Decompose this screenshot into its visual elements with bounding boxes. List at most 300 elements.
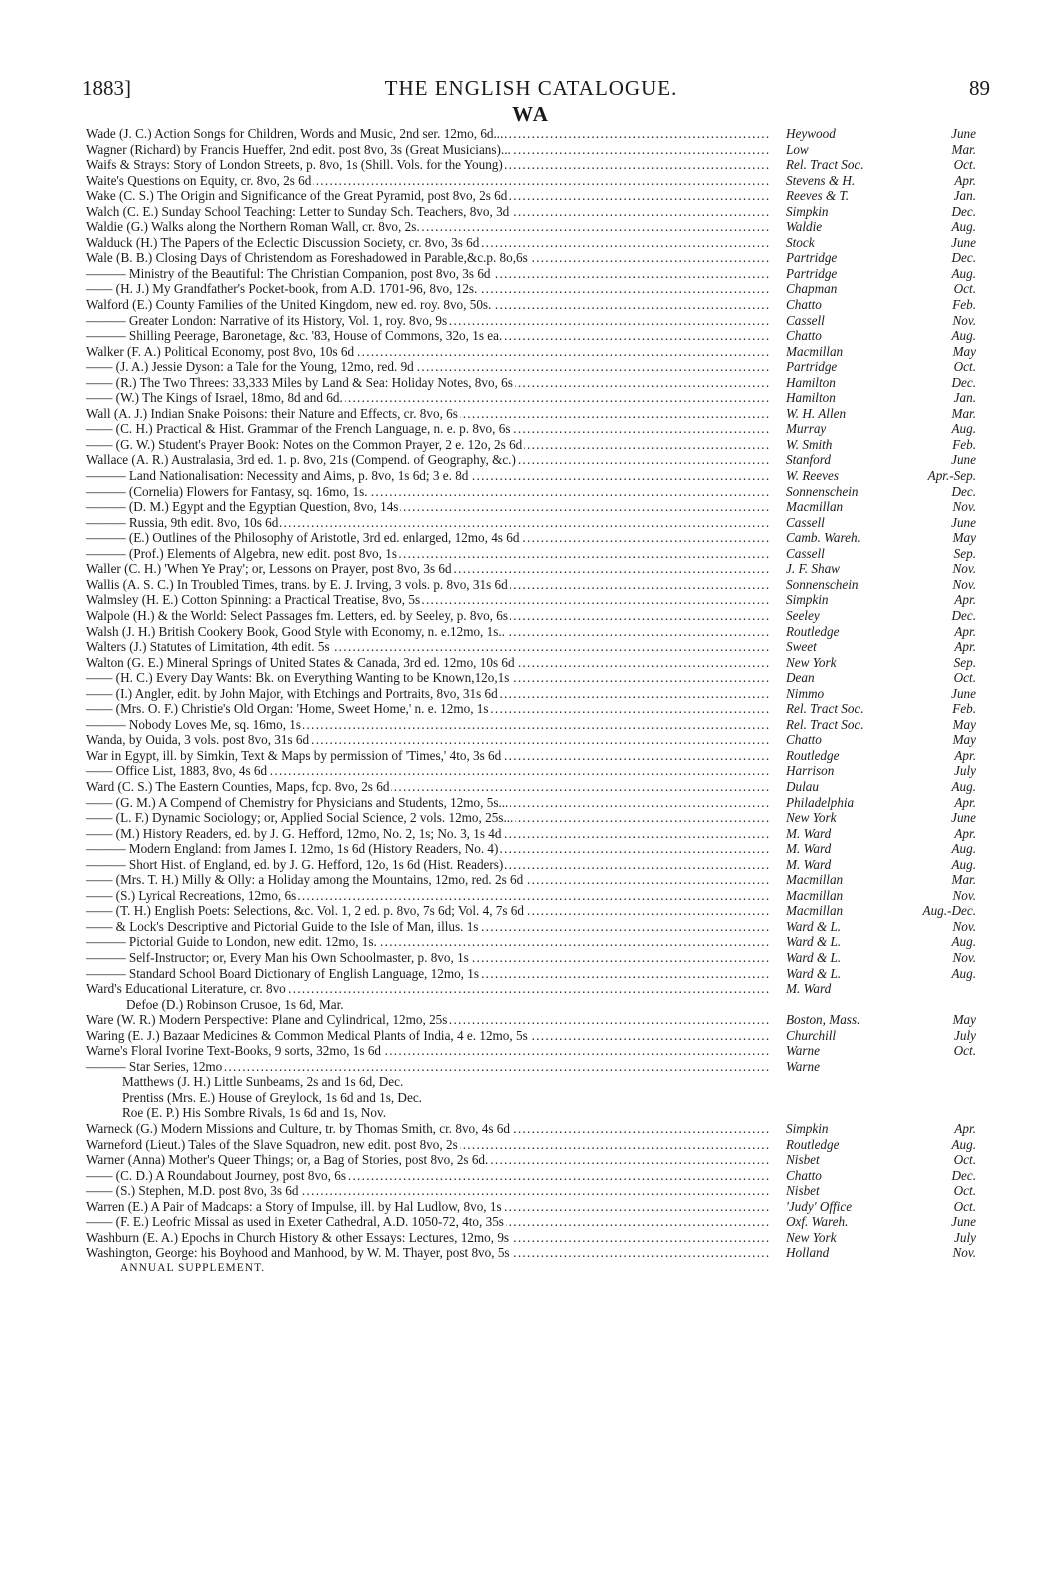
entry-month: July: [954, 763, 976, 779]
entry-text: Defoe (D.) Robinson Crusoe, 1s 6d, Mar.: [126, 996, 344, 1012]
entry-month: Nov.: [952, 887, 976, 903]
entry-month: June: [951, 685, 976, 701]
entry-month: Feb.: [952, 701, 976, 717]
entry-title: [86, 499, 780, 515]
entry-title: [86, 888, 780, 904]
catalogue-entry: [86, 375, 976, 391]
catalogue-entry: [86, 639, 976, 655]
entry-text: Warner (Anna) Mother's Queer Things; or, a Bag of Stories, post 8vo, 2s 6d.: [86, 1152, 489, 1168]
entry-title: [86, 561, 780, 577]
entry-publisher-date: [780, 484, 976, 500]
entry-title: [86, 1183, 780, 1199]
entry-publisher: Boston, Mass.: [786, 1012, 861, 1028]
entry-text: —— (W.) The Kings of Israel, 18mo, 8d and 6d.: [86, 390, 343, 406]
entry-text: Walters (J.) Statutes of Limitation, 4th edit. 5s: [86, 639, 330, 655]
entry-title: [86, 686, 780, 702]
catalogue-entry: [86, 826, 976, 842]
entry-publisher: Partridge: [786, 250, 838, 266]
entry-text: —— (Mrs. T. H.) Milly & Olly: a Holiday among the Mountains, 12mo, red. 2s 6d: [86, 872, 524, 888]
entry-publisher-date: [780, 499, 976, 515]
entry-publisher: Nisbet: [786, 1183, 820, 1199]
entry-title: [86, 655, 780, 671]
entry-publisher: Seeley: [786, 607, 820, 623]
entry-title: [86, 1168, 780, 1184]
entry-publisher-date: [780, 1183, 976, 1199]
entry-title: [86, 810, 780, 826]
entry-publisher: Rel. Tract Soc.: [786, 701, 864, 717]
page-header: [82, 74, 990, 104]
entry-title: [86, 841, 780, 857]
entry-month: Nov.: [952, 949, 976, 965]
entry-publisher: Hamilton: [786, 390, 836, 406]
entry-publisher: Ward & L.: [786, 934, 842, 950]
entry-publisher-date: [780, 1168, 976, 1184]
entry-text: Matthews (J. H.) Little Sunbeams, 2s and 1s 6d, Dec.: [122, 1074, 404, 1090]
entry-publisher: Macmillan: [786, 499, 844, 515]
catalogue-entry: [86, 1028, 976, 1044]
entry-month: Aug.-Dec.: [922, 903, 976, 919]
entry-month: Oct.: [953, 1198, 976, 1214]
entry-publisher-date: [780, 375, 976, 391]
catalogue-entry: [86, 841, 976, 857]
catalogue-entry: [86, 484, 976, 500]
entry-text: ——— (D. M.) Egypt and the Egyptian Question, 8vo, 14s: [86, 499, 399, 515]
entry-publisher: New York: [786, 1229, 837, 1245]
entry-text: Wall (A. J.) Indian Snake Poisons: their Nature and Effects, cr. 8vo, 6s: [86, 405, 458, 421]
catalogue-entry: [86, 655, 976, 671]
catalogue-entry: [86, 779, 976, 795]
entry-month: Nov.: [952, 499, 976, 515]
entry-publisher-date: [780, 281, 976, 297]
entry-month: Apr.: [954, 592, 976, 608]
entry-title: [86, 281, 780, 297]
entry-publisher-date: [780, 173, 976, 189]
entry-publisher: Hamilton: [786, 374, 836, 390]
entry-month: May: [952, 1012, 976, 1028]
entry-publisher: Chatto: [786, 328, 822, 344]
entry-publisher: Holland: [786, 1245, 830, 1261]
entry-publisher: Cassell: [786, 312, 825, 328]
entry-title: [86, 670, 780, 686]
entry-text: —— (J. A.) Jessie Dyson: a Tale for the Young, 12mo, red. 9d: [86, 359, 414, 375]
entry-publisher-date: [780, 390, 976, 406]
entry-title: [86, 204, 780, 220]
entry-text: Washington, George: his Boyhood and Manhood, by W. M. Thayer, post 8vo, 5s: [86, 1245, 510, 1261]
entry-publisher: 'Judy' Office: [786, 1198, 853, 1214]
header-page-number: 89: [969, 76, 990, 100]
entry-month: Nov.: [952, 576, 976, 592]
entry-text: Warneford (Lieut.) Tales of the Slave Squadron, new edit. post 8vo, 2s: [86, 1136, 458, 1152]
catalogue-entry: [86, 1105, 976, 1121]
catalogue-entry: [86, 328, 976, 344]
entry-publisher-date: [780, 1012, 976, 1028]
entry-text: Walton (G. E.) Mineral Springs of United States & Canada, 3rd ed. 12mo, 10s 6d: [86, 654, 515, 670]
entry-publisher: M. Ward: [786, 856, 832, 872]
footer-note: ANNUAL SUPPLEMENT.: [120, 1261, 266, 1274]
entry-title: [86, 390, 780, 406]
entry-month: Feb.: [952, 297, 976, 313]
entry-publisher: Chatto: [786, 732, 822, 748]
entry-publisher-date: [780, 670, 976, 686]
entry-text: ——— (Cornelia) Flowers for Fantasy, sq. 16mo, 1s.: [86, 483, 368, 499]
entry-publisher-date: [780, 857, 976, 873]
entry-title: [86, 1230, 780, 1246]
entry-publisher: Warne: [786, 1058, 820, 1074]
entry-publisher-date: [780, 188, 976, 204]
entry-title: [86, 577, 780, 593]
entry-month: Sep.: [953, 654, 976, 670]
entry-month: Aug.: [951, 421, 976, 437]
catalogue-entry: [86, 763, 976, 779]
entry-month: June: [951, 514, 976, 530]
entry-month: Dec.: [951, 203, 976, 219]
entry-publisher: Waldie: [786, 219, 823, 235]
entry-title: [86, 1028, 780, 1044]
entry-month: Mar.: [951, 872, 976, 888]
entry-publisher: W. H. Allen: [786, 405, 847, 421]
entry-month: Jan.: [953, 188, 976, 204]
entry-title: [86, 359, 780, 375]
entry-title: [86, 468, 780, 484]
catalogue-entry: [86, 1121, 976, 1137]
entry-publisher-date: [780, 328, 976, 344]
entry-publisher: Oxf. Wareh.: [786, 1214, 849, 1230]
entry-text: Ward (C. S.) The Eastern Counties, Maps, fcp. 8vo, 2s 6d: [86, 778, 390, 794]
entry-publisher: Simpkin: [786, 203, 829, 219]
entry-month: Feb.: [952, 436, 976, 452]
entry-text: Wagner (Richard) by Francis Hueffer, 2nd edit. post 8vo, 3s (Great Musicians)...: [86, 141, 511, 157]
entry-publisher: W. Reeves: [786, 468, 839, 484]
entry-text: Walmsley (H. E.) Cotton Spinning: a Practical Treatise, 8vo, 5s: [86, 592, 421, 608]
entry-publisher-date: [780, 810, 976, 826]
entry-publisher-date: [780, 437, 976, 453]
entry-publisher: Rel. Tract Soc.: [786, 157, 864, 173]
entry-publisher-date: [780, 1121, 976, 1137]
entry-text: Warren (E.) A Pair of Madcaps: a Story of Impulse, ill. by Hal Ludlow, 8vo, 1s: [86, 1198, 502, 1214]
entry-publisher: Camb. Wareh.: [786, 530, 861, 546]
entry-publisher-date: [780, 406, 976, 422]
entry-publisher: Cassell: [786, 545, 825, 561]
entry-publisher-date: [780, 142, 976, 158]
entry-month: Aug.: [951, 219, 976, 235]
catalogue-entry: [86, 142, 976, 158]
entry-publisher: Macmillan: [786, 343, 844, 359]
entry-month: Nov.: [952, 1245, 976, 1261]
entry-text: Ware (W. R.) Modern Perspective: Plane and Cylindrical, 12mo, 25s: [86, 1012, 448, 1028]
catalogue-entry: [86, 1214, 976, 1230]
entry-title: [86, 1105, 976, 1121]
entry-title: [86, 437, 780, 453]
entry-month: May: [952, 530, 976, 546]
entry-publisher: Simpkin: [786, 592, 829, 608]
entry-month: Sep.: [953, 545, 976, 561]
entry-title: [86, 1074, 976, 1090]
entry-text: Walker (F. A.) Political Economy, post 8vo, 10s 6d: [86, 343, 355, 359]
catalogue-entry: [86, 997, 976, 1013]
entry-text: —— (S.) Lyrical Recreations, 12mo, 6s: [86, 887, 297, 903]
entry-text: Walford (E.) County Families of the United Kingdom, new ed. roy. 8vo, 50s.: [86, 297, 492, 313]
entry-text: Walsh (J. H.) British Cookery Book, Good Style with Economy, n. e.12mo, 1s..: [86, 623, 505, 639]
catalogue-entry: [86, 872, 976, 888]
entry-text: —— (H. J.) My Grandfather's Pocket-book, from A.D. 1701-96, 8vo, 12s.: [86, 281, 478, 297]
entry-publisher-date: [780, 592, 976, 608]
entry-month: Aug.: [951, 265, 976, 281]
catalogue-entry: [86, 1152, 976, 1168]
entry-month: Apr.: [954, 747, 976, 763]
entry-month: Dec.: [951, 374, 976, 390]
entry-title: [86, 779, 780, 795]
entry-publisher-date: [780, 468, 976, 484]
entry-publisher-date: [780, 157, 976, 173]
entry-title: [86, 546, 780, 562]
entry-publisher: Routledge: [786, 1136, 840, 1152]
entry-publisher-date: [780, 452, 976, 468]
entry-month: Dec.: [951, 607, 976, 623]
entry-text: —— (R.) The Two Threes: 33,333 Miles by Land & Sea: Holiday Notes, 8vo, 6s: [86, 374, 513, 390]
entry-publisher: Warne: [786, 1043, 820, 1059]
entry-month: Dec.: [951, 1167, 976, 1183]
entry-text: —— (G. M.) A Compend of Chemistry for Physicians and Students, 12mo, 5s...: [86, 794, 509, 810]
entry-publisher-date: [780, 546, 976, 562]
entry-publisher-date: [780, 1214, 976, 1230]
entry-publisher: Harrison: [786, 763, 835, 779]
entry-publisher-date: [780, 795, 976, 811]
entry-title: [86, 452, 780, 468]
catalogue-entry: [86, 297, 976, 313]
entry-month: Nov.: [952, 561, 976, 577]
catalogue-page: [82, 74, 990, 1274]
entry-publisher-date: [780, 748, 976, 764]
entry-publisher-date: [780, 1137, 976, 1153]
catalogue-entry: [86, 1012, 976, 1028]
entry-title: [86, 1012, 780, 1028]
entry-text: ——— Shilling Peerage, Baronetage, &c. '83, House of Commons, 32o, 1s ea.: [86, 328, 503, 344]
entry-month: Aug.: [951, 328, 976, 344]
catalogue-entry: [86, 1230, 976, 1246]
entry-publisher-date: [780, 981, 976, 997]
entry-publisher-date: [780, 515, 976, 531]
entry-publisher: M. Ward: [786, 841, 832, 857]
entry-publisher-date: [780, 313, 976, 329]
entry-title: [86, 219, 780, 235]
entry-title: [86, 1214, 780, 1230]
entry-publisher-date: [780, 934, 976, 950]
entry-text: ——— Ministry of the Beautiful: The Christian Companion, post 8vo, 3s 6d: [86, 265, 491, 281]
entry-publisher-date: [780, 1152, 976, 1168]
catalogue-entry: [86, 204, 976, 220]
entry-month: Jan.: [953, 390, 976, 406]
entry-title: [86, 484, 780, 500]
entry-month: Apr.-Sep.: [927, 468, 976, 484]
catalogue-entry: [86, 903, 976, 919]
entry-title: [86, 406, 780, 422]
entry-month: Aug.: [951, 934, 976, 950]
entry-publisher-date: [780, 903, 976, 919]
catalogue-entry: [86, 1183, 976, 1199]
entry-title: [86, 592, 780, 608]
entry-month: June: [951, 126, 976, 141]
entry-text: —— (I.) Angler, edit. by John Major, with Etchings and Portraits, 8vo, 31s 6d: [86, 685, 498, 701]
entry-title: [86, 872, 780, 888]
entry-publisher: Partridge: [786, 265, 838, 281]
entry-text: —— & Lock's Descriptive and Pictorial Guide to the Isle of Man, illus. 1s: [86, 918, 479, 934]
catalogue-entry: [86, 157, 976, 173]
catalogue-entry: [86, 1245, 976, 1261]
catalogue-entry: [86, 406, 976, 422]
entry-text: Wallis (A. S. C.) In Troubled Times, trans. by E. J. Irving, 3 vols. p. 8vo, 31s 6d: [86, 576, 508, 592]
catalogue-entry: [86, 810, 976, 826]
entry-text: Wake (C. S.) The Origin and Significance of the Great Pyramid, post 8vo, 2s 6d: [86, 188, 508, 204]
entry-title: [86, 639, 780, 655]
entry-month: Aug.: [951, 965, 976, 981]
entry-text: ——— Short Hist. of England, ed. by J. G. Hefford, 12o, 1s 6d (Hist. Readers): [86, 856, 504, 872]
entry-title: [86, 1245, 780, 1261]
entry-title: [86, 1043, 780, 1059]
catalogue-entry: [86, 919, 976, 935]
entry-publisher-date: [780, 126, 976, 142]
entry-text: —— (L. F.) Dynamic Sociology; or, Applied Social Science, 2 vols. 12mo, 25s...: [86, 810, 514, 826]
entry-title: [86, 763, 780, 779]
entry-text: Walpole (H.) & the World: Select Passages fm. Letters, ed. by Seeley, p. 8vo, 6s: [86, 607, 508, 623]
entry-month: Dec.: [951, 483, 976, 499]
entry-text: Wale (B. B.) Closing Days of Christendom as Foreshadowed in Parable,&c.p. 8o,6s: [86, 250, 528, 266]
catalogue-entry: [86, 468, 976, 484]
catalogue-entry: [86, 686, 976, 702]
catalogue-entry: [86, 981, 976, 997]
catalogue-entry: [86, 313, 976, 329]
entry-text: Waller (C. H.) 'When Ye Pray'; or, Lessons on Prayer, post 8vo, 3s 6d: [86, 561, 452, 577]
entry-text: ——— Modern England: from James I. 12mo, 1s 6d (History Readers, No. 4): [86, 841, 499, 857]
entry-publisher-date: [780, 624, 976, 640]
entry-month: Mar.: [951, 141, 976, 157]
entry-title: [86, 266, 780, 282]
entry-text: Warne's Floral Ivorine Text-Books, 9 sorts, 32mo, 1s 6d: [86, 1043, 382, 1059]
catalogue-entry: [86, 1059, 976, 1075]
entry-publisher-date: [780, 686, 976, 702]
catalogue-entry: [86, 250, 976, 266]
entry-text: Waifs & Strays: Story of London Streets, p. 8vo, 1s (Shill. Vols. for the Young): [86, 157, 503, 173]
entry-publisher: Sonnenschein: [786, 483, 859, 499]
entry-publisher-date: [780, 763, 976, 779]
catalogue-entry: [86, 281, 976, 297]
entry-publisher: Low: [786, 141, 809, 157]
entry-text: ——— Greater London: Narrative of its History, Vol. 1, roy. 8vo, 9s: [86, 312, 448, 328]
entry-publisher: Stevens & H.: [786, 172, 856, 188]
entry-title: [86, 235, 780, 251]
entry-month: May: [952, 732, 976, 748]
entry-text: Walch (C. E.) Sunday School Teaching: Letter to Sunday Sch. Teachers, 8vo, 3d: [86, 203, 510, 219]
entry-publisher-date: [780, 1245, 976, 1261]
entry-publisher: Sweet: [786, 639, 817, 655]
catalogue-entry: [86, 499, 976, 515]
entry-text: Roe (E. P.) His Sombre Rivals, 1s 6d and 1s, Nov.: [122, 1105, 386, 1121]
entry-title: [86, 997, 976, 1013]
entry-month: July: [954, 1027, 976, 1043]
entry-text: ——— Self-Instructor; or, Every Man his Own Schoolmaster, p. 8vo, 1s: [86, 949, 469, 965]
entry-month: May: [952, 716, 976, 732]
entry-month: Oct.: [953, 1152, 976, 1168]
entry-text: ——— Russia, 9th edit. 8vo, 10s 6d: [86, 514, 279, 530]
entry-title: [86, 188, 780, 204]
entry-title: [86, 919, 780, 935]
entry-publisher-date: [780, 966, 976, 982]
entry-publisher: Churchill: [786, 1027, 837, 1043]
entry-title: [86, 1121, 780, 1137]
entry-title: [86, 624, 780, 640]
entry-publisher: Nisbet: [786, 1152, 820, 1168]
entry-publisher: J. F. Shaw: [786, 561, 840, 577]
entry-title: [86, 748, 780, 764]
entry-text: ——— (E.) Outlines of the Philosophy of Aristotle, 3rd ed. enlarged, 12mo, 4s 6d: [86, 530, 520, 546]
catalogue-entry: [86, 934, 976, 950]
entry-publisher: Ward & L.: [786, 949, 842, 965]
entry-text: —— (G. W.) Student's Prayer Book: Notes on the Common Prayer, 2 e. 12o, 2s 6d: [86, 436, 523, 452]
entry-title: [86, 313, 780, 329]
entry-publisher-date: [780, 344, 976, 360]
entry-publisher-date: [780, 732, 976, 748]
entry-title: [86, 608, 780, 624]
catalogue-entry: [86, 437, 976, 453]
entry-publisher: Rel. Tract Soc.: [786, 716, 864, 732]
entry-publisher-date: [780, 235, 976, 251]
catalogue-entry: [86, 888, 976, 904]
entry-publisher: Partridge: [786, 359, 838, 375]
catalogue-entry: [86, 701, 976, 717]
entry-title: [86, 903, 780, 919]
entry-publisher-date: [780, 577, 976, 593]
catalogue-entry: [86, 530, 976, 546]
entry-publisher-date: [780, 950, 976, 966]
entry-title: [86, 142, 780, 158]
entry-text: Wallace (A. R.) Australasia, 3rd ed. 1. p. 8vo, 21s (Compend. of Geography, &c.): [86, 452, 516, 468]
entry-publisher-date: [780, 639, 976, 655]
catalogue-entry: [86, 515, 976, 531]
entry-publisher-date: [780, 1028, 976, 1044]
entry-month: Apr.: [954, 794, 976, 810]
entry-month: Oct.: [953, 670, 976, 686]
entry-text: Waite's Questions on Equity, cr. 8vo, 2s 6d: [86, 172, 312, 188]
entry-publisher: Stock: [786, 234, 815, 250]
entry-text: Waldie (G.) Walks along the Northern Roman Wall, cr. 8vo, 2s.: [86, 219, 420, 235]
catalogue-entry: [86, 748, 976, 764]
entry-publisher: W. Smith: [786, 436, 833, 452]
entry-month: Apr.: [954, 623, 976, 639]
entry-publisher-date: [780, 779, 976, 795]
entry-publisher-date: [780, 841, 976, 857]
entry-text: —— (S.) Stephen, M.D. post 8vo, 3s 6d: [86, 1183, 299, 1199]
entry-month: June: [951, 234, 976, 250]
entry-publisher: Sonnenschein: [786, 576, 859, 592]
catalogue-entry: [86, 561, 976, 577]
entry-publisher-date: [780, 1043, 976, 1059]
entry-title: [86, 826, 780, 842]
entry-text: ——— Pictorial Guide to London, new edit. 12mo, 1s.: [86, 934, 377, 950]
entry-title: [86, 530, 780, 546]
catalogue-entry: [86, 219, 976, 235]
entry-publisher-date: [780, 561, 976, 577]
entry-month: Dec.: [951, 250, 976, 266]
header-title: THE ENGLISH CATALOGUE.: [384, 76, 678, 100]
catalogue-entry: [86, 717, 976, 733]
entry-title: [86, 157, 780, 173]
entry-text: ——— Nobody Loves Me, sq. 16mo, 1s: [86, 716, 302, 732]
entry-publisher-date: [780, 888, 976, 904]
entry-publisher: Heywood: [786, 126, 836, 141]
entry-publisher-date: [780, 204, 976, 220]
entry-publisher: New York: [786, 810, 837, 826]
entry-month: Aug.: [951, 1136, 976, 1152]
catalogue-entry: [86, 966, 976, 982]
